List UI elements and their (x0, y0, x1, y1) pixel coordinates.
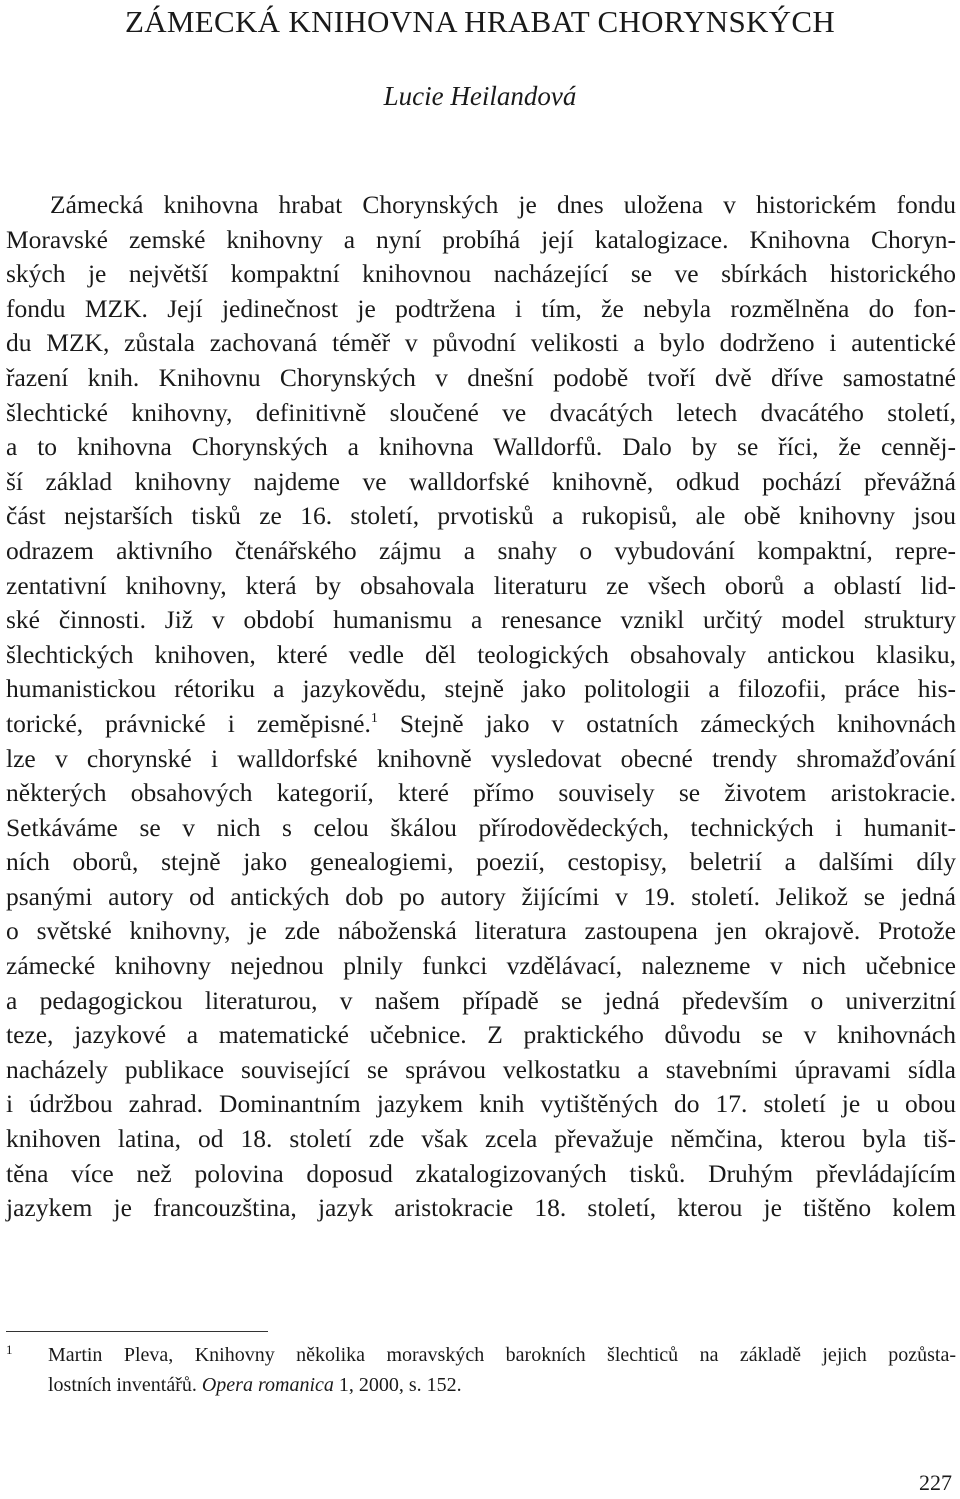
body-line: řazení knih. Knihovnu Chorynských v dnešní podobě tvoří dvě dříve samostatné (6, 362, 956, 392)
article-body (6, 188, 956, 1226)
body-line: část nejstarších tisků ze 16. století, prvotisků a rukopisů, ale obě knihovny jsou (6, 501, 956, 531)
body-line: odrazem aktivního čtenářského zájmu a snahy o vybudování kompaktní, repre- (6, 535, 956, 565)
body-line: i údržbou zahrad. Dominantním jazykem knih vytištěných do 17. století je u obou (6, 1089, 956, 1119)
body-line: teze, jazykové a matematické učebnice. Z praktického důvodu se v knihovnách (6, 1020, 956, 1050)
footnote-line: Martin Pleva, Knihovny několika moravských barokních šlechticů na základě jejich pozůsta- (48, 1344, 956, 1366)
footnote-divider (6, 1331, 268, 1332)
body-line-with-footnote (6, 707, 956, 742)
body-line: du MZK, zůstala zachovaná téměř v původní velikosti a bylo dodrženo i autentické (6, 328, 956, 358)
footnote-number: 1 (6, 1342, 13, 1357)
body-line: humanistickou rétoriku a jazykovědu, stejně jako politologii a filozofii, práce his- (6, 674, 956, 704)
body-line: knihoven latina, od 18. století zde však zcela převažuje němčina, kterou byla tiš- (6, 1124, 956, 1154)
body-line: šlechtické knihovny, definitivně sloučené ve dvacátých letech dvacátého století, (6, 397, 956, 427)
body-line: lze v chorynské i walldorfské knihovně vysledovat obecné trendy shromažďování (6, 743, 956, 773)
body-line-text: Stejně jako v ostatních zámeckých knihovnách (399, 708, 957, 738)
body-line: těna více než polovina doposud zkatalogizovaných tisků. Druhým převládajícím (6, 1158, 956, 1188)
body-line: ských je největší kompaktní knihovnou nacházející se ve sbírkách historického (6, 259, 956, 289)
body-line: nacházely publikace související se správou velkostatku a stavebními úpravami sídla (6, 1054, 956, 1084)
body-line: jazykem je francouzština, jazyk aristokracie 18. století, kterou je tištěno kolem (6, 1193, 956, 1223)
body-line: Zámecká knihovna hrabat Chorynských je dnes uložena v historickém fondu (50, 190, 956, 219)
footnote-line (48, 1370, 956, 1400)
body-line: fondu MZK. Její jedinečnost je podtržena i tím, že nebyla rozmělněna do fon- (6, 293, 956, 323)
footnote-text (48, 1340, 956, 1400)
footnote-reference[interactable]: 1 (370, 710, 378, 726)
body-line: a to knihovna Chorynských a knihovna Walldorfů. Dalo by se říci, že cenněj- (6, 432, 956, 462)
body-line: zentativní knihovny, která by obsahovala literaturu ze všech oborů a oblastí lid- (6, 570, 956, 600)
body-line-text: torické, právnické i zeměpisné. (6, 708, 371, 738)
body-line: ních oborů, stejně jako genealogiemi, poezií, cestopisy, beletrií a dalšími díly (6, 847, 956, 877)
body-line: a pedagogickou literaturou, v našem případě se jedná především o univerzitní (6, 985, 956, 1015)
body-line: ší základ knihovny najdeme ve walldorfské knihovně, odkud pochází převážná (6, 466, 956, 496)
body-line: o světské knihovny, je zde náboženská literatura zastoupena jen okrajově. Protože (6, 916, 956, 946)
body-line: Moravské zemské knihovny a nyní probíhá její katalogizace. Knihovna Choryn- (6, 224, 956, 254)
footnote-journal-title: Opera romanica (201, 1374, 334, 1396)
footnote-text-plain: lostních inventářů. (48, 1374, 197, 1396)
article-author: Lucie Heilandová (383, 81, 577, 111)
body-line: některých obsahových kategorií, které přímo souvisely se životem aristokracie. (6, 778, 956, 808)
page-number: 227 (919, 1470, 952, 1495)
footnote-text-plain: 1, 2000, s. 152. (338, 1374, 462, 1396)
body-line: psanými autory od antických dob po autory žijícími v 19. století. Jelikož se jedná (6, 881, 956, 911)
body-line: Setkáváme se v nich s celou škálou přírodovědeckých, technických i humanit- (6, 812, 956, 842)
footnote (6, 1340, 956, 1400)
body-line: ské činnosti. Již v období humanismu a renesance vznikl určitý model struktury (6, 605, 956, 635)
body-line: šlechtických knihoven, které vedle děl teologických obsahovaly antickou klasiku, (6, 639, 956, 669)
article-title: ZÁMECKÁ KNIHOVNA HRABAT CHORYNSKÝCH (124, 4, 836, 39)
body-line: zámecké knihovny nejednou plnily funkci vzdělávací, nalezneme v nich učebnice (6, 951, 956, 981)
